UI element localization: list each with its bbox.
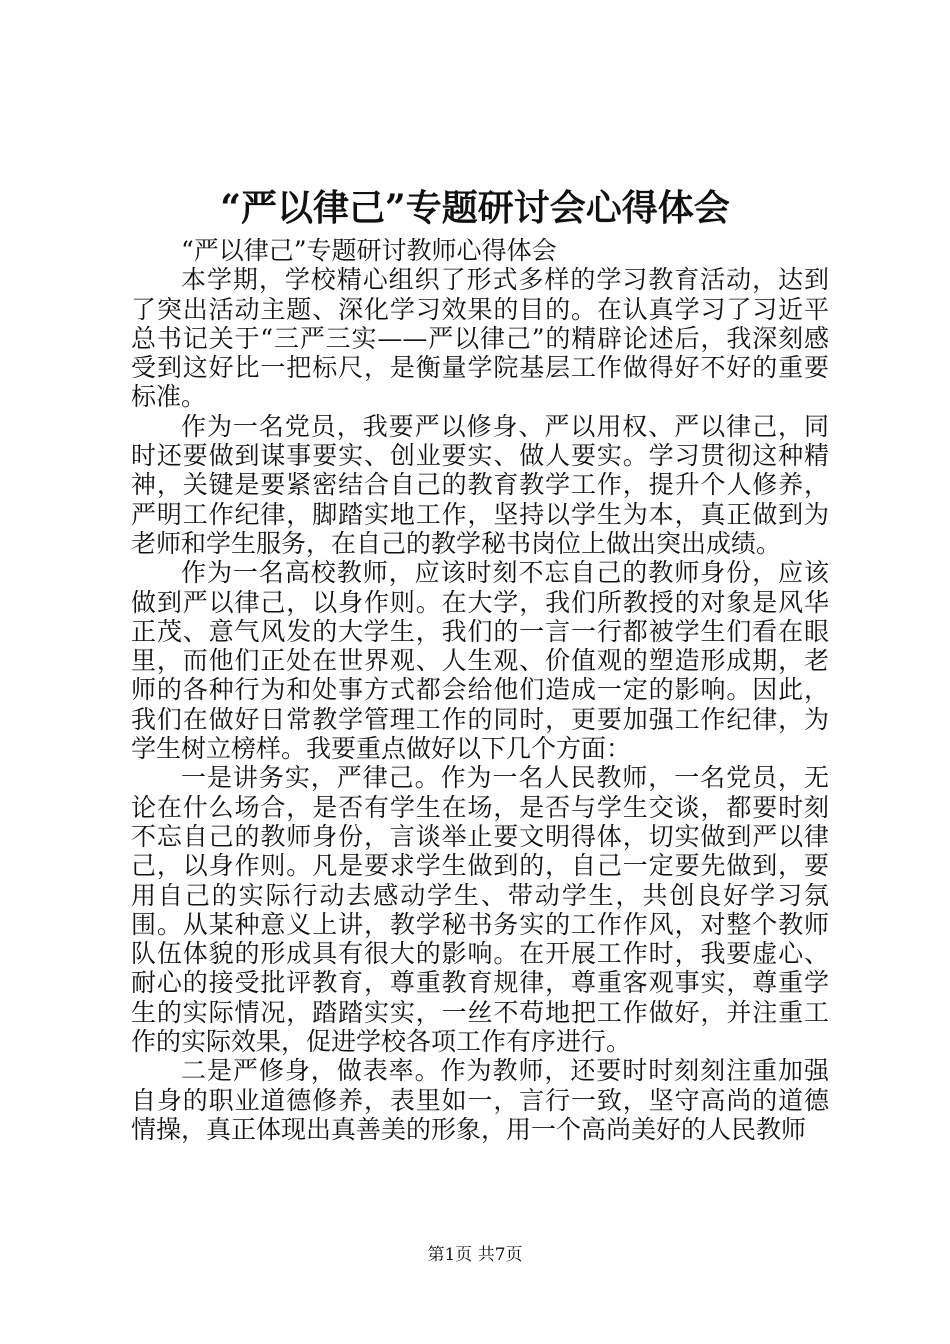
body-paragraph: 二是严修身，做表率。作为教师，还要时时刻刻注重加强自身的职业道德修养，表里如一，言行一致，坚守高尚的道德情操，真正体现出真善美的形象，用一个高尚美好的人民教师 (131, 1056, 829, 1144)
body-paragraph: 作为一名党员，我要严以修身、严以用权、严以律己，同时还要做到谋事要实、创业要实、做人要实。学习贯彻这种精神，关键是要紧密结合自己的教育教学工作，提升个人修养，严明工作纪律，脚踏实地工作，坚持以学生为本，真正做到为老师和学生服务，在自己的教学秘书岗位上做出突出成绩。 (131, 411, 829, 558)
subtitle-paragraph: “严以律己”专题研讨教师心得体会 (181, 236, 557, 265)
page-number-footer: 第1页 共7页 (427, 1245, 523, 1265)
body-paragraph: 本学期，学校精心组织了形式多样的学习教育活动，达到了突出活动主题、深化学习效果的目的。在认真学习了习近平总书记关于“三严三实——严以律己”的精辟论述后，我深刻感受到这好比一把标尺，是衡量学院基层工作做得好不好的重要标准。 (131, 265, 829, 412)
document-body (131, 236, 829, 1144)
body-paragraph: 一是讲务实，严律己。作为一名人民教师，一名党员，无论在什么场合，是否有学生在场，是否与学生交谈，都要时刻不忘自己的教师身份，言谈举止要文明得体，切实做到严以律己，以身作则。凡是要求学生做到的，自己一定要先做到，要用自己的实际行动去感动学生、带动学生，共创良好学习氛围。从某种意义上讲，教学秘书务实的工作作风，对整个教师队伍体貌的形成具有很大的影响。在开展工作时，我要虚心、耐心的接受批评教育，尊重教育规律，尊重客观事实，尊重学生的实际情况，踏踏实实，一丝不苟地把工作做好，并注重工作的实际效果，促进学校各项工作有序进行。 (131, 763, 829, 1057)
document-title: “严以律己”专题研讨会心得体会 (220, 187, 730, 229)
body-paragraph: 作为一名高校教师，应该时刻不忘自己的教师身份，应该做到严以律己，以身作则。在大学，我们所教授的对象是风华正茂、意气风发的大学生，我们的一言一行都被学生们看在眼里，而他们正处在世界观、人生观、价值观的塑造形成期，老师的各种行为和处事方式都会给他们造成一定的影响。因此，我们在做好日常教学管理工作的同时，更要加强工作纪律，为学生树立榜样。我要重点做好以下几个方面： (131, 558, 829, 764)
